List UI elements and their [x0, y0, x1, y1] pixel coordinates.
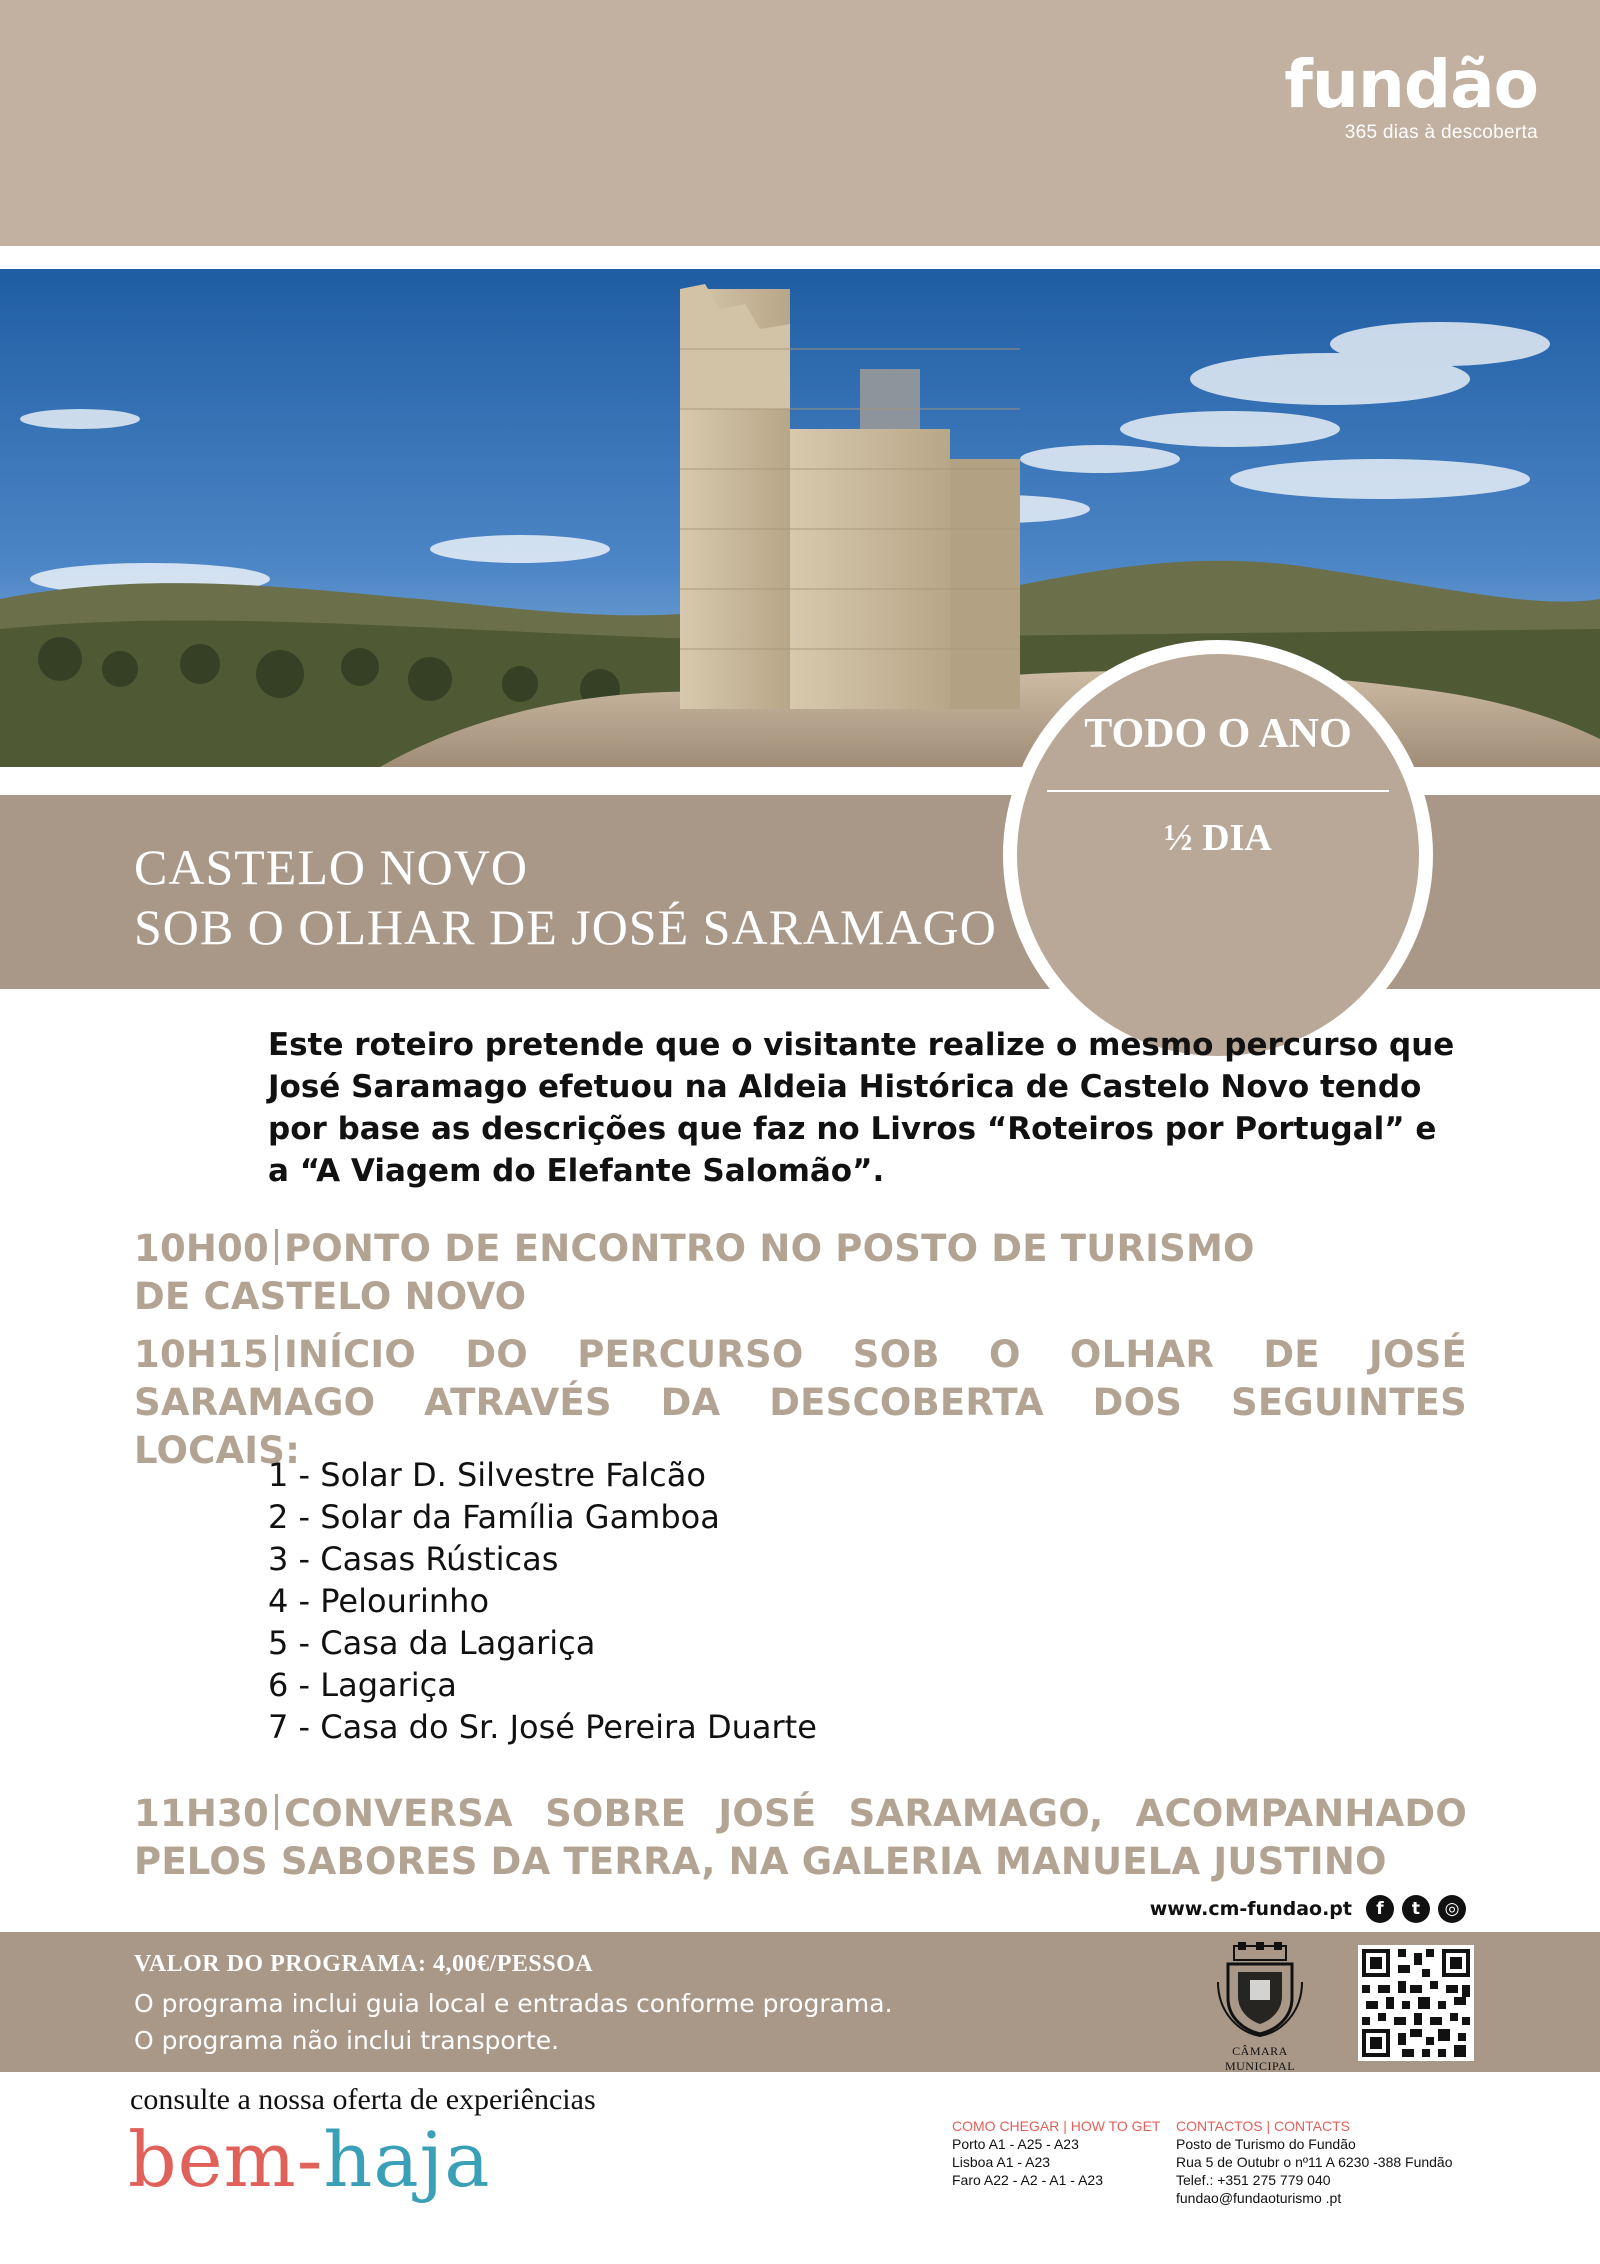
- route-line: Faro A22 - A2 - A1 - A23: [952, 2172, 1103, 2188]
- bem-haja-logo-part-1: bem-: [128, 2115, 324, 2204]
- program-excludes-note: O programa não inclui transporte.: [134, 2026, 560, 2055]
- badge-frequency: TODO O ANO: [1084, 711, 1352, 757]
- coat-of-arms-icon: [1212, 1942, 1308, 2038]
- web-links: [1150, 1895, 1466, 1923]
- logo-wordmark: fundão: [1284, 46, 1538, 123]
- list-item: 5 - Casa da Lagariça: [268, 1624, 596, 1662]
- schedule-text: INÍCIO DO PERCURSO SOB O OLHAR DE JOSÉ SARAMAGO ATRAVÉS DA DESCOBERTA DOS SEGUINTES LOCAIS:: [134, 1333, 1467, 1472]
- intro-paragraph: Este roteiro pretende que o visitante realize o mesmo percurso que José Saramago efetuou na Aldeia Histórica de Castelo Novo tendo por base as descrições que faz no Livros “Roteiros por Portugal” e a “A Viagem do Elefante Salomão”.: [268, 1027, 1455, 1189]
- website-link[interactable]: www.cm-fundao.pt: [1149, 1898, 1352, 1920]
- how-to-get-heading: COMO CHEGAR | HOW TO GET: [952, 2118, 1161, 2134]
- page-title-line-1: CASTELO NOVO: [134, 839, 528, 895]
- schedule-item-1: [134, 1225, 1467, 1321]
- schedule-separator: [275, 1229, 278, 1265]
- castle-photo-illustration: [0, 269, 1600, 767]
- page-title-line-2: SOB O OLHAR DE JOSÉ SARAMAGO: [134, 899, 997, 955]
- how-to-get-block: [952, 2117, 1160, 2189]
- bem-haja-logo-part-2: haja: [323, 2115, 491, 2204]
- list-item: 2 - Solar da Família Gamboa: [268, 1498, 720, 1536]
- program-price: VALOR DO PROGRAMA: 4,00€/PESSOA: [134, 1951, 594, 1977]
- municipality-label: CÂMARA MUNICIPAL: [1224, 2044, 1296, 2073]
- route-line: Porto A1 - A25 - A23: [952, 2136, 1079, 2152]
- qr-code[interactable]: [1358, 1945, 1474, 2061]
- fundao-logo[interactable]: [1284, 46, 1538, 144]
- contacts-block: [1176, 2117, 1453, 2207]
- contact-office: Posto de Turismo do Fundão: [1176, 2136, 1356, 2152]
- list-item: 7 - Casa do Sr. José Pereira Duarte: [268, 1708, 817, 1746]
- list-item: 3 - Casas Rústicas: [268, 1540, 559, 1578]
- schedule-text: CONVERSA SOBRE JOSÉ SARAMAGO, ACOMPANHADO PELOS SABORES DA TERRA, NA GALERIA MANUELA JUSTINO: [134, 1792, 1467, 1883]
- logo-tagline: 365 dias à descoberta: [1344, 122, 1538, 143]
- list-item: 6 - Lagariça: [268, 1666, 457, 1704]
- instagram-icon[interactable]: ◎: [1438, 1895, 1466, 1923]
- program-includes-note: O programa inclui guia local e entradas conforme programa.: [134, 1989, 893, 2018]
- list-item: 1 - Solar D. Silvestre Falcão: [268, 1456, 706, 1494]
- contact-address: Rua 5 de Outubr o nº11 A 6230 -388 Fundão: [1176, 2154, 1453, 2170]
- contacts-heading: CONTACTOS | CONTACTS: [1176, 2118, 1350, 2134]
- badge-divider: [1047, 790, 1389, 792]
- badge-duration: ½ DIA: [1164, 817, 1272, 859]
- schedule-item-3: [134, 1790, 1467, 1886]
- schedule-separator: [275, 1335, 278, 1371]
- schedule-text: PONTO DE ENCONTRO NO POSTO DE TURISMO: [283, 1227, 1255, 1270]
- facebook-icon[interactable]: f: [1366, 1895, 1394, 1923]
- duration-badge: [1017, 654, 1419, 1056]
- schedule-time: 10H00: [134, 1227, 269, 1270]
- route-line: Lisboa A1 - A23: [952, 2154, 1051, 2170]
- schedule-text-continued: DE CASTELO NOVO: [134, 1275, 527, 1318]
- hero-photo: [0, 269, 1600, 767]
- list-item: 4 - Pelourinho: [268, 1582, 490, 1620]
- municipal-crest: [1198, 1942, 1322, 2074]
- schedule-time: 11H30: [134, 1792, 269, 1835]
- schedule-time: 10H15: [134, 1333, 269, 1376]
- schedule-separator: [275, 1794, 278, 1830]
- contact-email[interactable]: fundao@fundaoturismo .pt: [1176, 2190, 1342, 2206]
- experiences-prompt: consulte a nossa oferta de experiências: [130, 2083, 596, 2116]
- contact-phone[interactable]: Telef.: +351 275 779 040: [1176, 2172, 1331, 2188]
- twitter-icon[interactable]: t: [1402, 1895, 1430, 1923]
- stops-list: [268, 1454, 817, 1748]
- bem-haja-logo[interactable]: [128, 2115, 491, 2204]
